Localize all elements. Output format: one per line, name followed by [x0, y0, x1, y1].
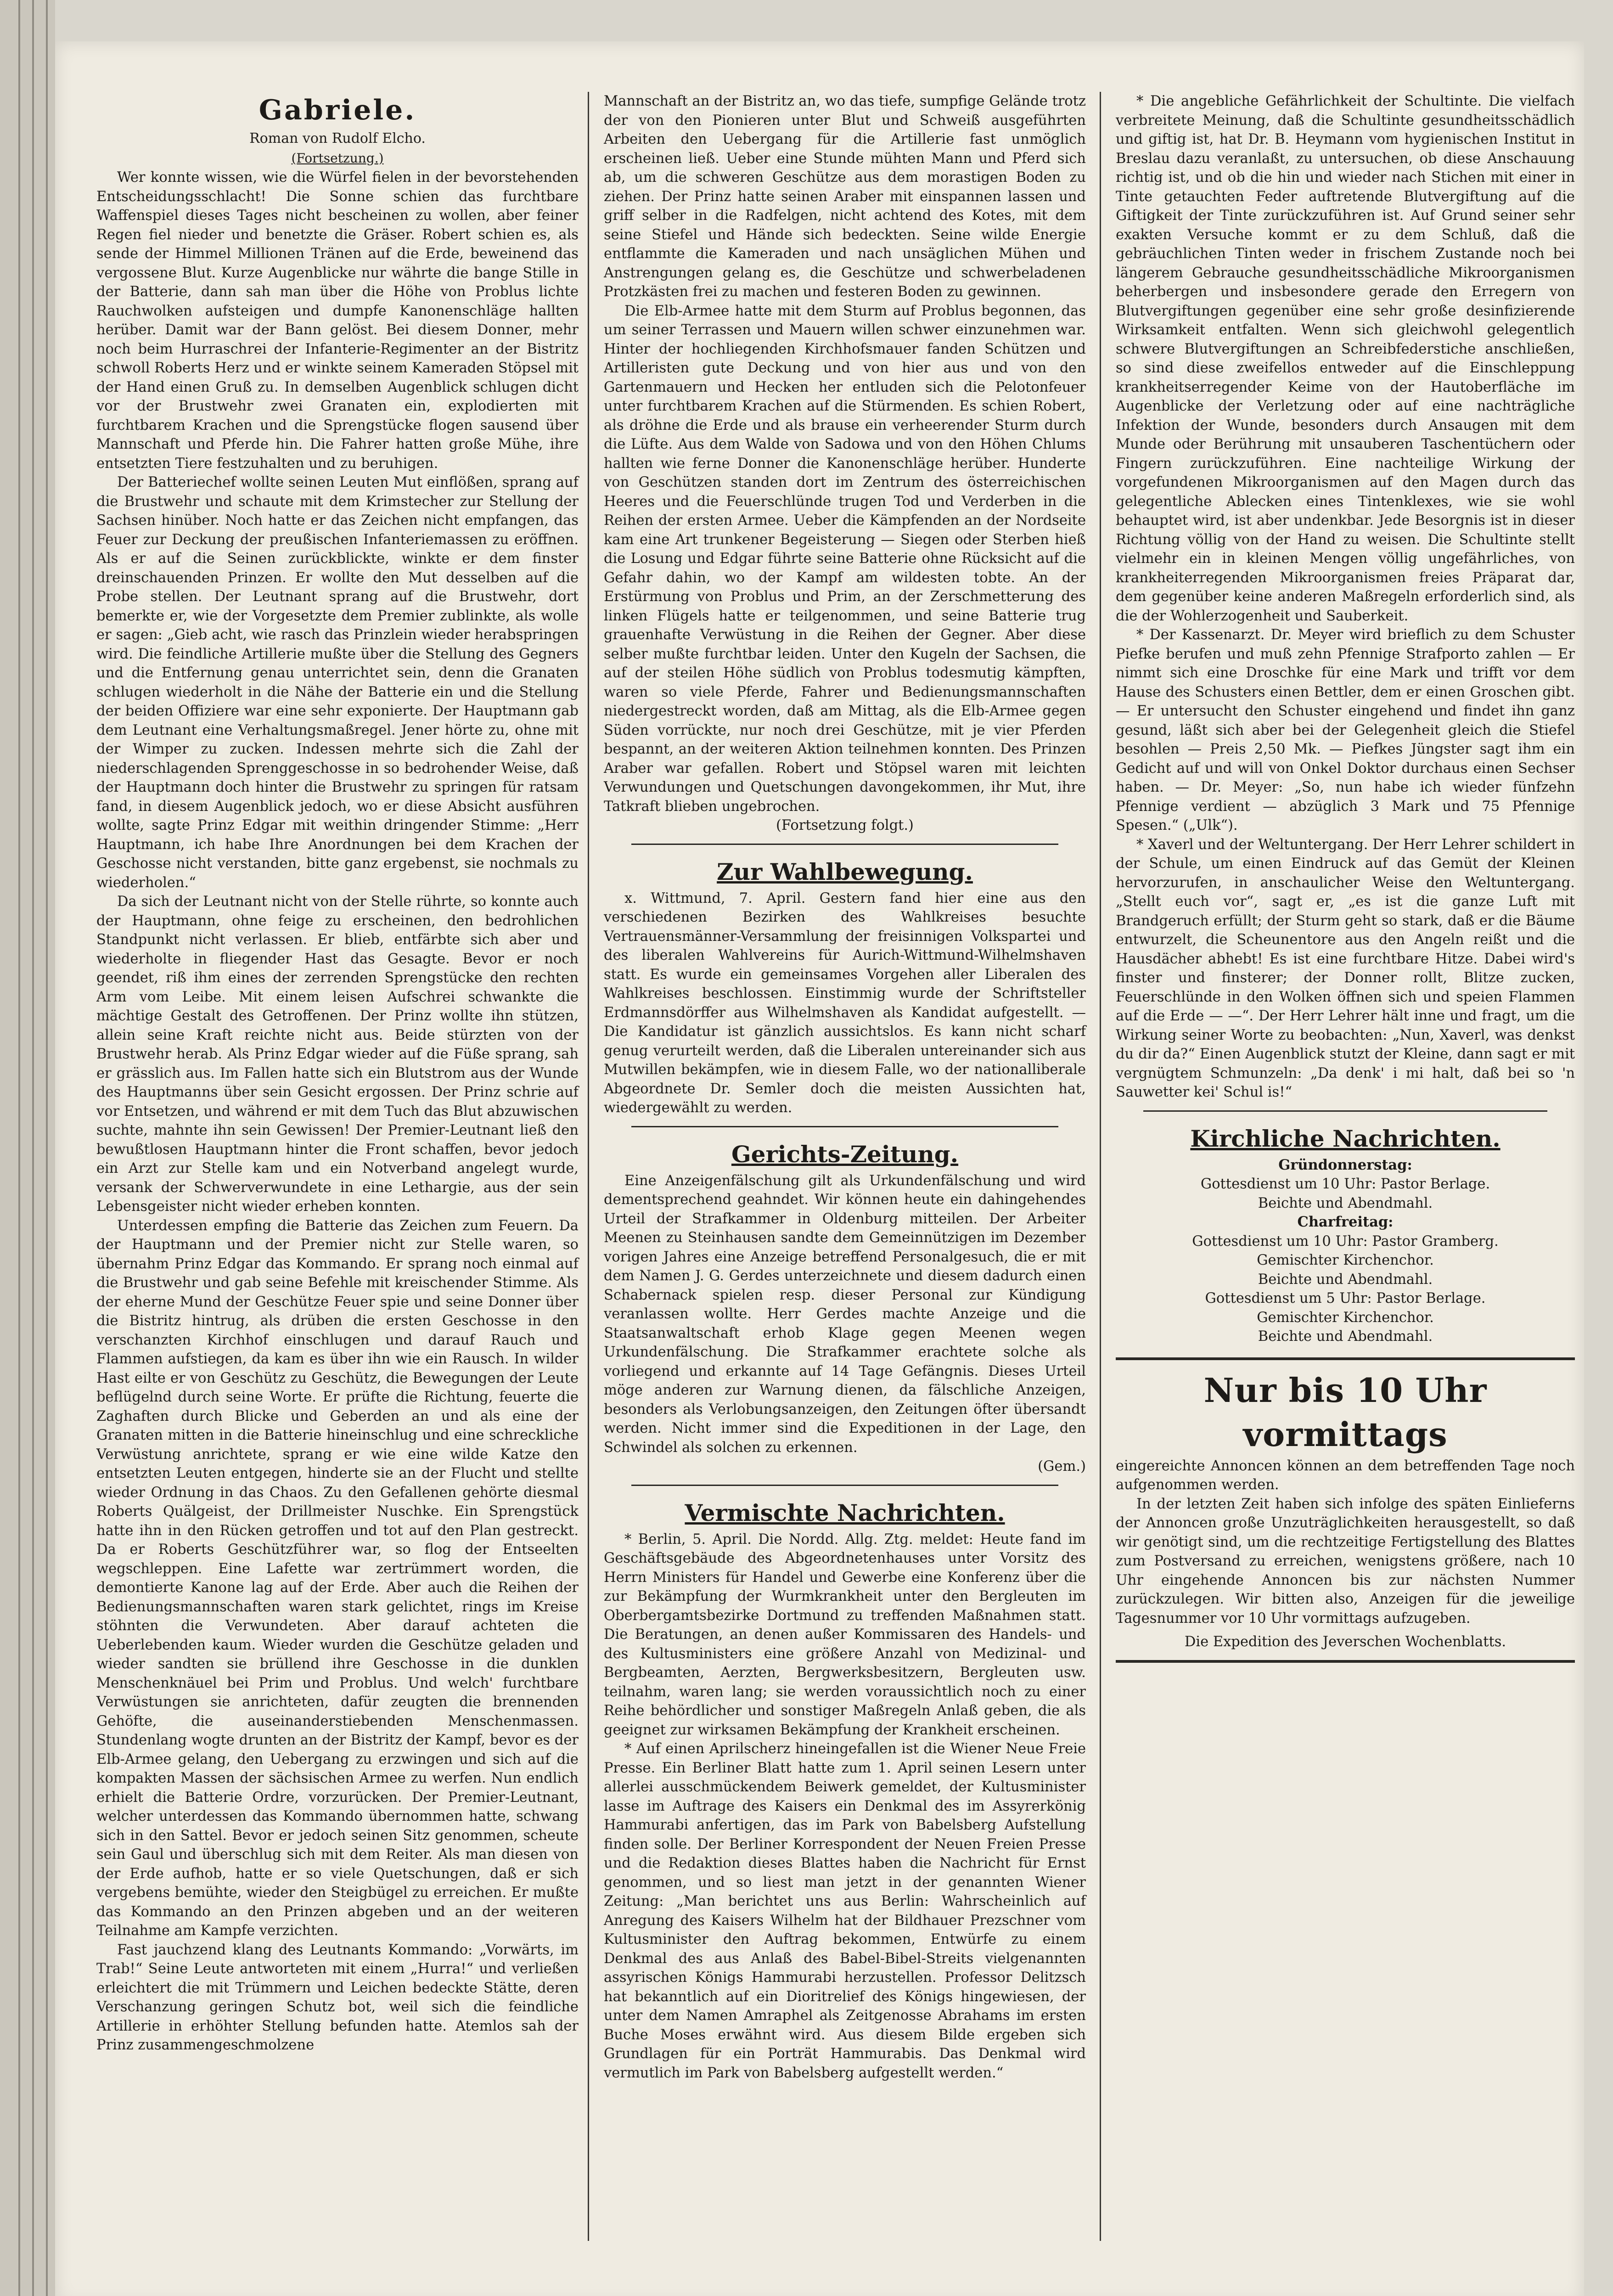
notice-signature: Die Expedition des Jeverschen Wochenblatts.	[1184, 1634, 1506, 1650]
gericht-heading: Gerichts-Zeitung.	[731, 1140, 959, 1168]
kirche-line: Beichte und Abendmahl.	[1258, 1271, 1433, 1288]
column-rule	[1100, 92, 1101, 2241]
serial-paragraph: Der Batteriechef wollte seinen Leuten Mut einflößen, sprang auf die Brustwehr und schaute mit dem Krimstecher zur Stellung der Sachsen hinüber. Noch hatte er das Zeichen nicht empfangen, das Feuer zur Deckung der preußischen Infanteriemassen zu eröffnen. Als er auf die Seinen zurückblickte, winkte er dem finster dreinschauenden Prinzen. Er wollte den Mut desselben auf die Probe stellen. Der Leutnant sprang auf die Brustwehr, dort bemerkte er, wie der Vorgesetzte dem Premier zublinkte, als wolle er sagen: „Gieb acht, wie rasch das Prinzlein wieder herabspringen wird. Die feindliche Artillerie mußte über die Stellung des Gegners und die Entfernung genau unterrichtet sein, denn die Granaten schlugen wiederholt in die Nähe der Batterie ein und die Stellung der beiden Offiziere war eine sehr exponierte. Der Hauptmann gab dem Leutnant eine Verhaltungsmaßregel. Jener hörte zu, ohne mit der Wimper zu zucken. Indessen mehrte sich die Zahl der niederschlagenden Sprenggeschosse in so bedrohender Weise, daß der Hauptmann doch hinter die Brustwehr zu springen für ratsam fand, in diesem Augenblick jedoch, wo er diese Absicht ausführen wollte, sagte Prinz Edgar mit weithin dringender Stimme: „Herr Hauptmann, ich habe Ihre Anordnungen bei dem Krachen der Geschosse nicht verstanden, bitte ganz ergebenst, sie nochmals zu wiederholen.“	[96, 474, 579, 891]
news-item-kassenarzt: * Der Kassenarzt. Dr. Meyer wird brieflich zu dem Schuster Piefke berufen und muß zehn Pfennige Strafporto zahlen — Er nimmt sich eine Droschke für eine Mark und trifft vor dem Hause des Schusters einen Bettler, dem er einen Groschen gibt. — Er untersucht den Schuster eingehend und findet ihn ganz gesund, läßt sich aber bei der Gelegenheit gleich die Stiefel besohlen — Preis 2,50 Mk. — Piefkes Jüngster sagt ihm ein Gedicht auf und will von Onkel Doktor durchaus einen Sechser haben. — Dr. Meyer: „So, nun habe ich wieder fünfzehn Pfennige verdient — abzüglich 3 Mark und 75 Pfennige Spesen.“ („Ulk“).	[1116, 627, 1575, 833]
notice-box	[1116, 1357, 1575, 1663]
serial-paragraph: Da sich der Leutnant nicht von der Stelle rührte, so konnte auch der Hauptmann, ohne feige zu erscheinen, den bedrohlichen Standpunkt nicht verlassen. Er blieb, entfärbte sich aber und wiederholte in fliegender Hast das Gesagte. Bevor er noch geendet, riß ihm eines der zerrenden Sprengstücke den rechten Arm vom Leibe. Mit einem leisen Aufschrei schwankte die mächtige Gestalt des Getroffenen. Der Prinz wollte ihn stützen, allein seine Kraft reichte nicht aus. Beide stürzten von der Brustwehr herab. Als Prinz Edgar wieder auf die Füße sprang, sah er grässlich aus. Im Fallen hatte sich ein Blutstrom aus der Wunde des Hauptmanns über sein Gesicht ergossen. Der Prinz schrie auf vor Entsetzen, und während er mit dem Tuch das Blut abzuwischen suchte, mahnte ihn sein Gewissen! Der Premier-Leutnant ließ den bewußtlosen Hauptmann hinter die Front schaffen, bevor jedoch ein Arzt zur Stelle kam und ein Notverband angelegt wurde, versank der Schwerverwundete in eine Lethargie, aus der sein Lebensgeister nicht wieder erheben konnten.	[96, 894, 579, 1215]
kirche-line: Beichte und Abendmahl.	[1258, 1328, 1433, 1345]
column-1	[96, 92, 579, 2055]
wahl-text: x. Wittmund, 7. April. Gestern fand hier eine aus den verschiedenen Bezirken des Wahlkreises besuchte Vertrauensmänner-Versammlung der freisinnigen Volkspartei und des liberalen Wahlvereins für Aurich-Wittmund-Wilhelmshaven statt. Es wurde ein gemeinsames Vorgehen aller Liberalen des Wahlkreises beschlossen. Einstimmig wurde der Schriftsteller Erdmannsdörffer aus Wilhelmshaven als Kandidat aufgestellt. — Die Kandidatur ist gänzlich aussichtslos. Es kann nicht scharf genug verurteilt werden, daß die Liberalen untereinander sich aus Mutwillen bekämpfen, wie in diesem Falle, wo der nationalliberale Abgeordnete Dr. Semler doch die meisten Aussichten hat, wiedergewählt zu werden.	[604, 890, 1086, 1116]
serial-paragraph: Wer konnte wissen, wie die Würfel fielen in der bevorstehenden Entscheidungsschlacht! Die Sonne schien das furchtbare Waffenspiel dieses Tages nicht bescheinen zu wollen, aber feiner Regen fiel nieder und benetzte die Gräser. Robert schien es, als sende der Himmel Millionen Tränen auf die Erde, beweinend das vergossene Blut. Kurze Augenblicke nur währte die bange Stille in der Batterie, dann sah man über die Höhe von Problus lichte Rauchwolken aufsteigen und dumpfe Kanonenschläge hallten herüber. Damit war der Bann gelöst. Bei diesem Donner, mehr noch beim Hurraschrei der Infanterie-Regimenter an der Bistritz schwoll Roberts Herz und er winkte seinem Kameraden Stöpsel mit der Hand einen Gruß zu. In demselben Augenblick schlugen dicht vor der Brustwehr zwei Granaten ein, explodierten mit furchtbarem Krachen und die Sprengstücke flogen sausend über Mannschaft und Pferde hin. Die Fahrer hatten große Mühe, ihre entsetzten Tiere festzuhalten und zu beruhigen.	[96, 169, 579, 472]
kirche-line: Gottesdienst um 5 Uhr: Pastor Berlage.	[1205, 1290, 1486, 1306]
news-item-weltuntergang: * Xaverl und der Weltuntergang. Der Herr Lehrer schildert in der Schule, um einen Eindruck auf das Gemüt der Kleinen hervorzurufen, in anschaulicher Weise den Weltuntergang. „Stellt euch vor“, sagt er, „es ist die ganze Luft mit Brandgeruch erfüllt; der Sturm geht so stark, daß er die Bäume entwurzelt, die Scheunentore aus den Angeln reißt und die Hausdächer abhebt! Es ist eine furchtbare Hitze. Dabei wird's finster und finsterer; der Donner rollt, Blitze zucken, Feuerschlünde in den Wolken öffnen sich und speien Flammen auf die Erde — —“. Der Herr Lehrer hält inne und fragt, um die Wirkung seiner Worte zu beobachten: „Nun, Xaverl, was denkst du dir da?“ Einen Augenblick stutzt der Kleine, dann sagt er mit vergnügtem Schmunzeln: „Da denk' i mi halt, daß bei so 'n Sauwetter kei' Schul is!“	[1116, 836, 1575, 1100]
kirche-day-title: Charfreitag:	[1297, 1214, 1394, 1230]
news-item-aprilscherz: * Auf einen Aprilscherz hineingefallen ist die Wiener Neue Freie Presse. Ein Berliner Blatt hatte zum 1. April seinen Lesern unter allerlei ausschmückendem Beiwerk gemeldet, der Kultusminister lasse im Auftrage des Kaisers ein Denkmal des im Assyrerkönig Hammurabi anfertigen, das im Park von Babelsberg Aufstellung finden solle. Der Berliner Korrespondent der Neuen Freien Presse und die Redaktion dieses Blattes haben die Nachricht für Ernst genommen, und so liest man jetzt in der genannten Wiener Zeitung: „Man berichtet uns aus Berlin: Wahrscheinlich auf Anregung des Kaisers Wilhelm hat der Bildhauer Prezschner vom Kultusminister den Auftrag bekommen, Entwürfe zu einem Denkmal des aus Anlaß des Babel-Bibel-Streits vielgenannten assyrischen Königs Hammurabi herzustellen. Professor Delitzsch hat bekanntlich auf ein Dioritrelief des Königs hingewiesen, der unter dem Namen Amraphel als Zeitgenosse Abrahams im ersten Buche Moses erwähnt wird. Aus diesem Bilde ergeben sich Grundlagen für ein Porträt Hammurabis. Das Denkmal wird vermutlich im Park von Babelsberg aufgestellt werden.“	[604, 1741, 1086, 2081]
section-divider	[631, 1126, 1058, 1127]
wahl-heading: Zur Wahlbewegung.	[717, 858, 973, 885]
kirche-day-title: Gründonnerstag:	[1278, 1156, 1412, 1173]
serial-paragraph: Unterdessen empfing die Batterie das Zeichen zum Feuern. Da der Hauptmann und der Premier nicht zur Stelle waren, so übernahm Prinz Edgar das Kommando. Er sprang noch einmal auf die Brustwehr und gab seine Befehle mit kreischender Stimme. Als der eherne Mund der Geschütze Feuer spie und seine Donner über die Bistritz hintrug, als drüben die ersten Geschosse in den verschanzten Kirchhof einschlugen und darauf Rauch und Flammen aufstiegen, da kam es über ihn wie ein Rausch. In wilder Hast eilte er von Geschütz zu Geschütz, die Bewegungen der Leute beflügelnd durch seine Worte. Er prüfte die Richtung, feuerte die Zaghaften durch Blicke und Geberden an und als eine der Granaten mitten in die Batterie hineinschlug und eine schreckliche Verwüstung anrichtete, sprang er wie eine wilde Katze den entsetzten Leuten entgegen, hinderte sie an der Flucht und stellte wieder Ordnung in das Chaos. Zu den Gefallenen gehörte diesmal Roberts Quälgeist, der Drillmeister Nuschke. Ein Sprengstück hatte ihn in den Rücken getroffen und tot auf den Plan gestreckt. Da er Roberts Geschützführer war, so flog der Entseelten wegschleppen. Eine Lafette war zertrümmert worden, die demontierte Kanone lag auf der Erde. Aber auch die Reihen der Bedienungsmannschaften waren stark gelichtet, rings im Kreise stöhnten die Verwundeten. Aber darauf achteten die Ueberlebenden kaum. Wieder wurden die Geschütze geladen und wieder sandten sie brüllend ihre Geschosse in die dunklen Menschenknäuel bei Prim und Problus. Und welch' furchtbare Verwüstungen sie anrichteten, dafür zeugten die brennenden Gehöfte, die auseinanderstiebenden Menschenmassen. Stundenlang wogte drunten an der Bistritz der Kampf, bevor es der Elb-Armee gelang, den Uebergang zu erzwingen und sich auf die kompakten Massen der sächsischen Armee zu werfen. Nun endlich erhielt die Batterie Ordre, vorzurücken. Der Premier-Leutnant, welcher unterdessen das Kommando übernommen hatte, schwang sich in den Sattel. Bevor er jedoch seinen Sitz genommen, scheute sein Gaul und überschlug sich mit dem Reiter. Als man diesen von der Erde aufhob, hatte er so viele Quetschungen, daß er sich vergebens bemühte, wieder den Steigbügel zu erreichen. Er mußte das Kommando an den Prinzen abgeben und an der weiteren Teilnahme am Kampfe verzichten.	[96, 1217, 579, 1939]
gericht-source: (Gem.)	[1038, 1458, 1086, 1474]
section-divider	[631, 1485, 1058, 1486]
book-spine	[0, 0, 55, 2296]
serial-title: Gabriele.	[259, 94, 416, 126]
column-rule	[588, 92, 589, 2241]
serial-continued: (Fortsetzung.)	[291, 151, 384, 166]
column-3	[1116, 92, 1575, 1663]
kirche-line: Beichte und Abendmahl.	[1258, 1195, 1433, 1211]
kirche-line: Gemischter Kirchenchor.	[1257, 1309, 1434, 1326]
kirche-heading: Kirchliche Nachrichten.	[1190, 1125, 1501, 1152]
section-divider	[631, 844, 1058, 845]
vermischte-heading: Vermischte Nachrichten.	[685, 1499, 1005, 1526]
gericht-text: Eine Anzeigenfälschung gilt als Urkundenfälschung und wird dementsprechend geahndet. Wir können heute ein dahingehendes Urteil der Strafkammer in Oldenburg mitteilen. Der Arbeiter Meenen zu Steinhausen sandte dem Gemeinnützigen im Dezember vorigen Jahres eine Anzeige betreffend Personalgesuch, die er mit dem Namen J. G. Gerdes unterzeichnete und diesem dadurch einen Schabernack spielen resp. dieser Personal zur Kündigung veranlassen wollte. Herr Gerdes machte Anzeige und die Staatsanwaltschaft erhob Klage gegen Meenen wegen Urkundenfälschung. Die Strafkammer erachtete solche als vorliegend und erkannte auf 14 Tage Gefängnis. Dieses Urteil möge anderen zur Warnung dienen, da fälschliche Anzeigen, besonders als Verlobungsanzeigen, den Zeitungen öfter übersandt werden. Nicht immer sind die Expeditionen in der Lage, den Schwindel als solchen zu erkennen.	[604, 1172, 1086, 1456]
news-item-berlin: * Berlin, 5. April. Die Nordd. Allg. Ztg. meldet: Heute fand im Geschäftsgebäude des Abgeordnetenhauses unter Vorsitz des Herrn Ministers für Handel und Gewerbe eine Konferenz über die zur Bekämpfung der Wurmkrankheit unter den Bergleuten im Oberbergamtsbezirke Dortmund zu treffenden Maßnahmen statt. Die Beratungen, an denen außer Kommissaren des Handels- und des Kultusministers eine größere Anzahl von Medizinal- und Bergbeamten, Aerzten, Bergwerksbesitzern, Bergleuten usw. teilnahm, waren lang; sie werden voraussichtlich noch zu einer Reihe behördlicher und sonstiger Maßregeln Anlaß geben, die als geeignet zur wirksamen Bekämpfung der Krankheit erscheinen.	[604, 1531, 1086, 1738]
serial-subtitle: Roman von Rudolf Elcho.	[249, 130, 426, 146]
kirche-line: Gottesdienst um 10 Uhr: Pastor Berlage.	[1200, 1176, 1490, 1192]
serial-paragraph: Mannschaft an der Bistritz an, wo das tiefe, sumpfige Gelände trotz der von den Pionieren unter Blut und Schweiß ausgeführten Arbeiten den Uebergang für die Artillerie fast unmöglich erscheinen ließ. Ueber eine Stunde mühten Mann und Pferd sich ab, um die schweren Geschütze aus dem morastigen Boden zu ziehen. Der Prinz hatte seinen Araber mit einspannen lassen und griff selber in die Radfelgen, nicht achtend des Kotes, mit dem seine Stiefel und Hände sich bedeckten. Seine wilde Energie entflammte die Kameraden und nach unsäglichen Mühen und Anstrengungen gelang es, die Geschütze und schwerbeladenen Protzkästen frei zu machen und festeren Boden zu gewinnen.	[604, 93, 1086, 300]
section-divider	[1143, 1110, 1547, 1112]
serial-paragraph: Fast jauchzend klang des Leutnants Kommando: „Vorwärts, im Trab!“ Seine Leute antworteten mit einem „Hurra!“ und verließen erleichtert die mit Trümmern und Leichen bedeckte Stätte, deren Verschanzung geringen Schutz bot, weil sich die feindliche Artillerie in erhöhter Stellung befunden hatte. Atemlos sah der Prinz zusammengeschmolzene	[96, 1941, 579, 2053]
news-item-schultinte: * Die angebliche Gefährlichkeit der Schultinte. Die vielfach verbreitete Meinung, daß die Schultinte gesundheitsschädlich und giftig ist, hat Dr. B. Heymann vom hygienischen Institut in Breslau dazu veranlaßt, zu untersuchen, ob diese Anschauung richtig ist, und ob die hin und wieder nach Stichen mit einer in Tinte getauchten Feder auftretende Blutvergiftung auf die Giftigkeit der Tinte zurückzuführen ist. Auf Grund seiner sehr exakten Versuche kommt er zu dem Schluß, daß die gebräuchlichen Tinten weder in frischem Zustande noch bei längerem Gebrauche gesundheitsschädliche Mikroorganismen beherbergen und insbesondere gerade den Erregern von Blutvergiftungen gegenüber eine sehr große desinfizierende Wirksamkeit entfalten. Wenn sich gleichwohl gelegentlich schwere Blutvergiftungen an Schreibfederstiche anschließen, so sind diese zweifellos entweder auf die Einschleppung krankheitserregender Keime von der Hautoberfläche im Augenblicke der Verletzung oder auf eine nachträgliche Infektion der Wunde, besonders durch Ansaugen mit dem Munde oder Berührung mit unsauberen Taschentüchern oder Fingern zurückzuführen. Eine nachteilige Wirkung der vorgefundenen Mikroorganismen auf den Magen durch das gelegentliche Ablecken eines Tintenklexes, wie sie wohl behauptet wird, ist aber undenkbar. Jede Besorgnis ist in dieser Richtung völlig von der Hand zu weisen. Die Schultinte stellt vielmehr ein in kleinen Mengen völlig ungefährliches, von krankheiterregenden Mikroorganismen freies Präparat dar, dem gegenüber keine anderen Maßregeln erforderlich sind, als die der Wohlerzogenheit und Sauberkeit.	[1116, 93, 1575, 624]
kirche-line: Gottesdienst um 10 Uhr: Pastor Gramberg.	[1192, 1233, 1499, 1249]
serial-to-be-continued: (Fortsetzung folgt.)	[776, 817, 914, 833]
kirche-line: Gemischter Kirchenchor.	[1257, 1252, 1434, 1268]
notice-text: eingereichte Annoncen können an dem betreffenden Tage noch aufgenommen werden.	[1116, 1458, 1575, 1493]
column-2	[604, 92, 1086, 2082]
newspaper-page	[55, 41, 1584, 2296]
serial-paragraph: Die Elb-Armee hatte mit dem Sturm auf Problus begonnen, das um seiner Terrassen und Mauern willen schwer einzunehmen war. Hinter der hochliegenden Kirchhofsmauer fanden Schützen und Artilleristen gute Deckung und von hier aus und von den Gartenmauern und Hecken her entluden sich die Pelotonfeuer unter furchtbarem Krachen auf die Stürmenden. Es schien Robert, als dröhne die Erde und als brause ein verheerender Sturm durch die Lüfte. Aus dem Walde von Sadowa und von den Höhen Chlums hallten wie ferne Donner die Kanonenschläge herüber. Hunderte von Geschützen standen dort im Zentrum des österreichischen Heeres und die Feuerschlünde trugen Tod und Verderben in die Reihen der ersten Armee. Ueber die Kämpfenden an der Nordseite kam eine Art trunkener Begeisterung — Siegen oder Sterben hieß die Losung und Edgar führte seine Batterie ohne Rücksicht auf die Gefahr dahin, wo der Kampf am wildesten tobte. An der Erstürmung von Problus und Prim, an der Zerschmetterung des linken Flügels hatte er teilgenommen, und seine Batterie trug grauenhafte Verwüstung in die Reihen der Gegner. Aber diese selber mußte furchtbar leiden. Unter den Kugeln der Sachsen, die auf der steilen Höhe südlich von Problus todesmutig kämpften, waren so viele Pferde, Fahrer und Bedienungsmannschaften niedergestreckt worden, daß am Mittag, als die Elb-Armee gegen Süden vorrückte, nur noch drei Geschütze, mit je vier Pferden bespannt, an der weiteren Aktion teilnehmen konnten. Des Prinzen Araber war gefallen. Robert und Stöpsel waren mit leichten Verwundungen und Quetschungen davongekommen, ihr Mut, ihre Tatkraft blieben ungebrochen.	[604, 303, 1086, 815]
notice-text: In der letzten Zeit haben sich infolge des späten Einlieferns der Annoncen große Unzuträglichkeiten herausgestellt, so daß wir genötigt sind, um die rechtzeitige Fertigstellung des Blattes zum Postversand zu erreichen, wenigstens größere, nach 10 Uhr eingehende Annoncen bis zur nächsten Nummer zurückzulegen. Wir bitten also, Anzeigen für die jeweilige Tagesnummer vor 10 Uhr vormittags aufzugeben.	[1116, 1496, 1575, 1626]
notice-heading: Nur bis 10 Uhr vormittags	[1203, 1370, 1487, 1454]
